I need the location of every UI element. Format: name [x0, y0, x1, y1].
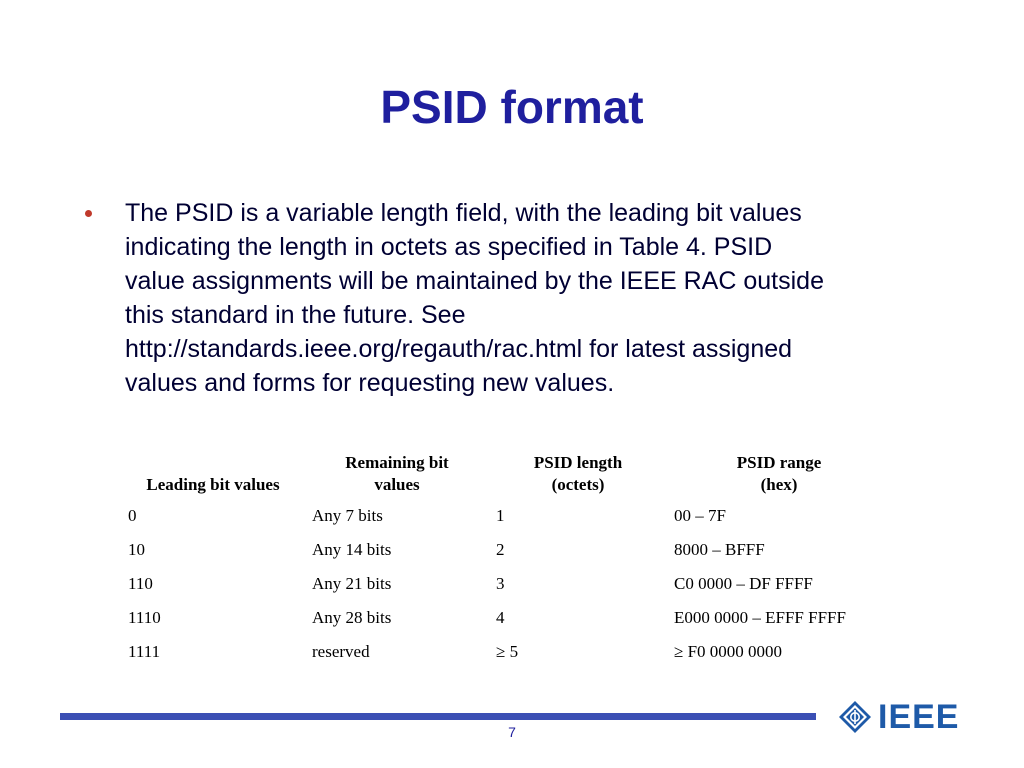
- table-row: [120, 538, 890, 572]
- table-header-row: [120, 448, 890, 504]
- cell-psid-length: 3: [496, 574, 505, 593]
- cell-psid-length: 1: [496, 506, 505, 525]
- slide-title: PSID format: [380, 81, 644, 133]
- cell-psid-range: C0 0000 – DF FFFF: [674, 574, 813, 593]
- cell-leading-bits: 0: [128, 506, 137, 525]
- header-psid-range: [666, 448, 890, 504]
- header-remaining-bit-values: [304, 448, 488, 504]
- header-leading-bit-values: [120, 448, 304, 504]
- cell-leading-bits: 110: [128, 574, 153, 593]
- cell-psid-range: 8000 – BFFF: [674, 540, 765, 559]
- bullet-text: The PSID is a variable length field, with the leading bit values indicating the length in octets as specified in Table 4. PSID value assignments will be maintained by the IEEE RAC outside this standard in the future. See http://standards.ieee.org/regauth/rac.html for latest assigned values and forms for requesting new values.: [125, 199, 824, 397]
- header-label: Remaining bit values: [345, 453, 449, 494]
- cell-remaining-bits: Any 7 bits: [312, 506, 383, 525]
- table-row: [120, 572, 890, 606]
- table-row: [120, 606, 890, 640]
- table-row: [120, 640, 890, 674]
- bullet-item: [85, 196, 945, 400]
- cell-psid-length: 2: [496, 540, 505, 559]
- header-psid-length: [488, 448, 666, 504]
- header-label: Leading bit values: [146, 475, 280, 494]
- footer-divider: [60, 713, 816, 720]
- table-row: [120, 504, 890, 538]
- cell-psid-length: 4: [496, 608, 505, 627]
- cell-remaining-bits: Any 28 bits: [312, 608, 392, 627]
- ieee-logo-text: IEEE: [878, 697, 960, 736]
- cell-psid-range: E000 0000 – EFFF FFFF: [674, 608, 846, 627]
- psid-table: [120, 448, 890, 674]
- header-label: PSID range (hex): [736, 453, 822, 494]
- cell-leading-bits: 10: [128, 540, 145, 559]
- bullet-dot-icon: [85, 210, 92, 217]
- cell-remaining-bits: Any 14 bits: [312, 540, 392, 559]
- cell-remaining-bits: Any 21 bits: [312, 574, 392, 593]
- cell-psid-range: ≥ F0 0000 0000: [674, 642, 783, 661]
- ieee-diamond-icon: [838, 700, 872, 734]
- cell-psid-length: ≥ 5: [496, 642, 519, 661]
- page-number: 7: [508, 724, 516, 740]
- ieee-logo: [838, 694, 959, 740]
- cell-leading-bits: 1110: [128, 608, 161, 627]
- cell-leading-bits: 1111: [128, 642, 161, 661]
- cell-remaining-bits: reserved: [312, 642, 370, 661]
- cell-psid-range: 00 – 7F: [674, 506, 726, 525]
- header-label: PSID length (octets): [533, 453, 623, 494]
